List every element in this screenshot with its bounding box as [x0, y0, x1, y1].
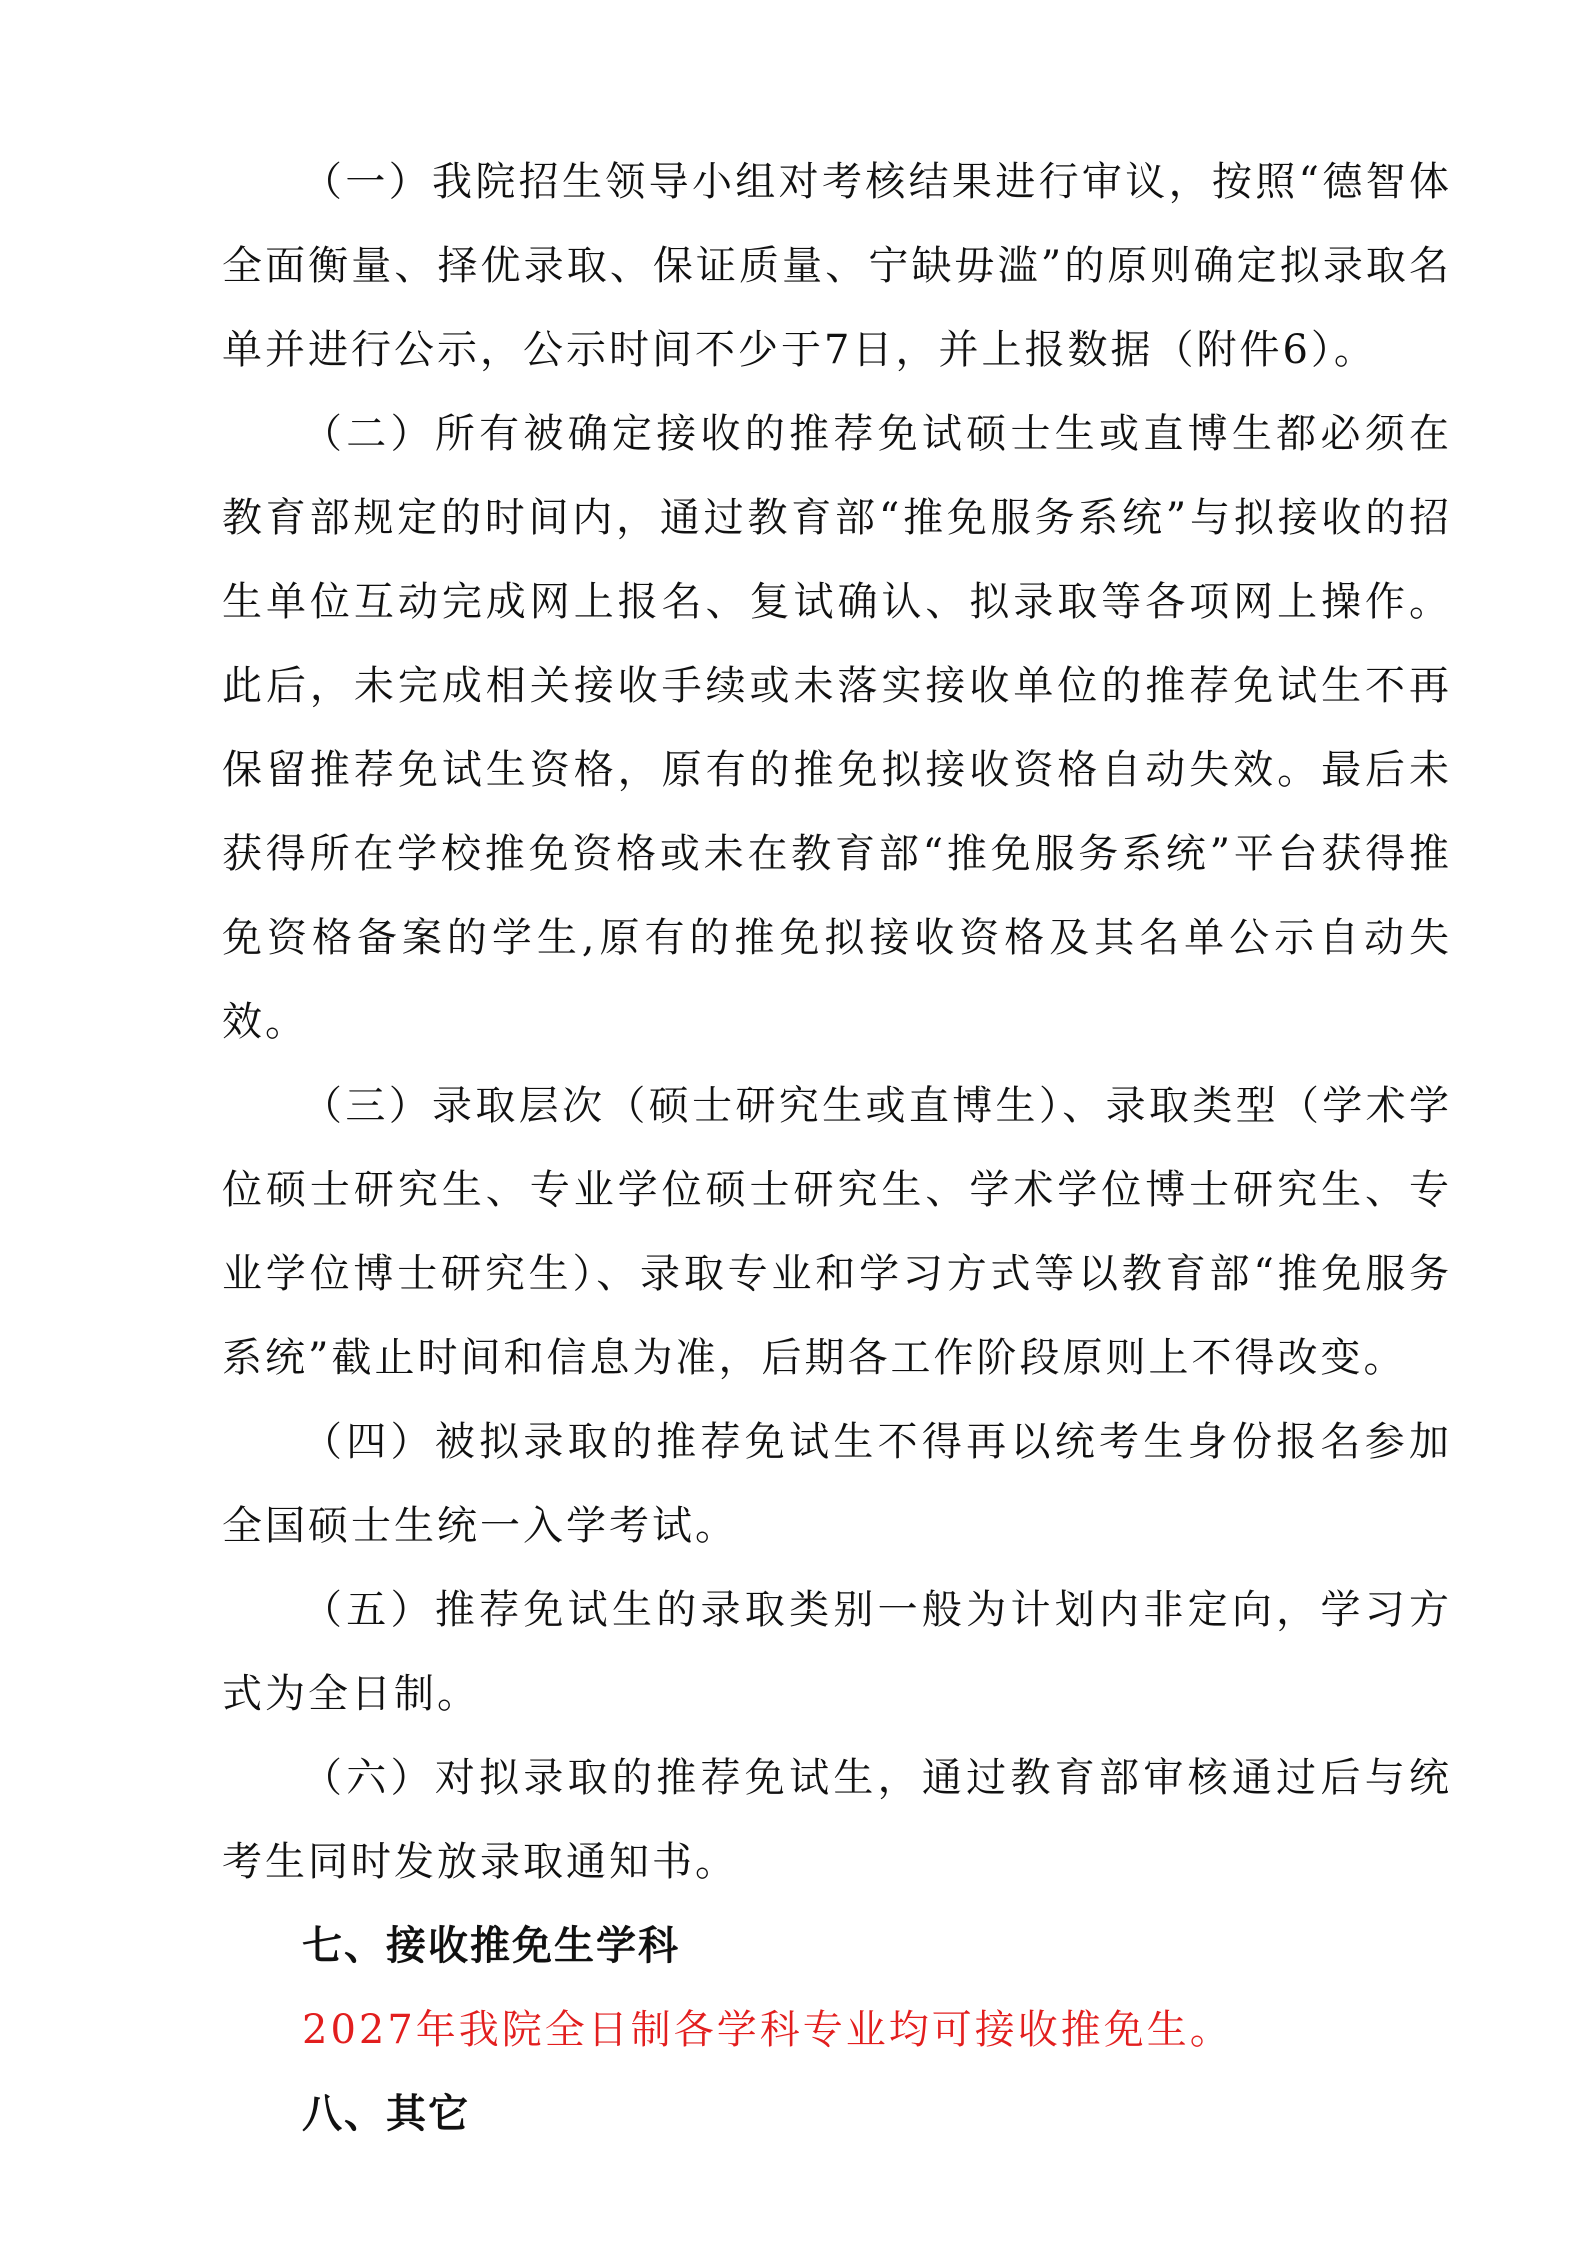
paragraph-4: （四）被拟录取的推荐免试生不得再以统考生身份报名参加全国硕士生统一入学考试。 [222, 1419, 1452, 1549]
paragraph-3: （三）录取层次（硕士研究生或直博生）、录取类型（学术学位硕士研究生、专业学位硕士研究生、学术学位博士研究生、专业学位博士研究生）、录取专业和学习方式等以教育部“推免服务系统”截止时间和信息为准，后期各工作阶段原则上不得改变。 [222, 1083, 1452, 1381]
paragraph-5: （五）推荐免试生的录取类别一般为计划内非定向，学习方式为全日制。 [222, 1587, 1452, 1717]
section-7-body: 2027年我院全日制各学科专业均可接收推免生。 [302, 2007, 1233, 2053]
paragraph-6: （六）对拟录取的推荐免试生，通过教育部审核通过后与统考生同时发放录取通知书。 [222, 1755, 1452, 1885]
section-8-heading: 八、其它 [302, 2091, 470, 2137]
paragraph-2: （二）所有被确定接收的推荐免试硕士生或直博生都必须在教育部规定的时间内，通过教育部“推免服务系统”与拟接收的招生单位互动完成网上报名、复试确认、拟录取等各项网上操作。此后，未完成相关接收手续或未落实接收单位的推荐免试生不再保留推荐免试生资格，原有的推免拟接收资格自动失效。最后未获得所在学校推免资格或未在教育部“推免服务系统”平台获得推免资格备案的学生,原有的推免拟接收资格及其名单公示自动失效。 [222, 411, 1452, 1045]
document-body [222, 140, 1452, 2156]
paragraph-1: （一）我院招生领导小组对考核结果进行审议，按照“德智体全面衡量、择优录取、保证质量、宁缺毋滥”的原则确定拟录取名单并进行公示，公示时间不少于7日，并上报数据（附件6）。 [222, 159, 1452, 373]
section-7-heading: 七、接收推免生学科 [302, 1923, 680, 1969]
